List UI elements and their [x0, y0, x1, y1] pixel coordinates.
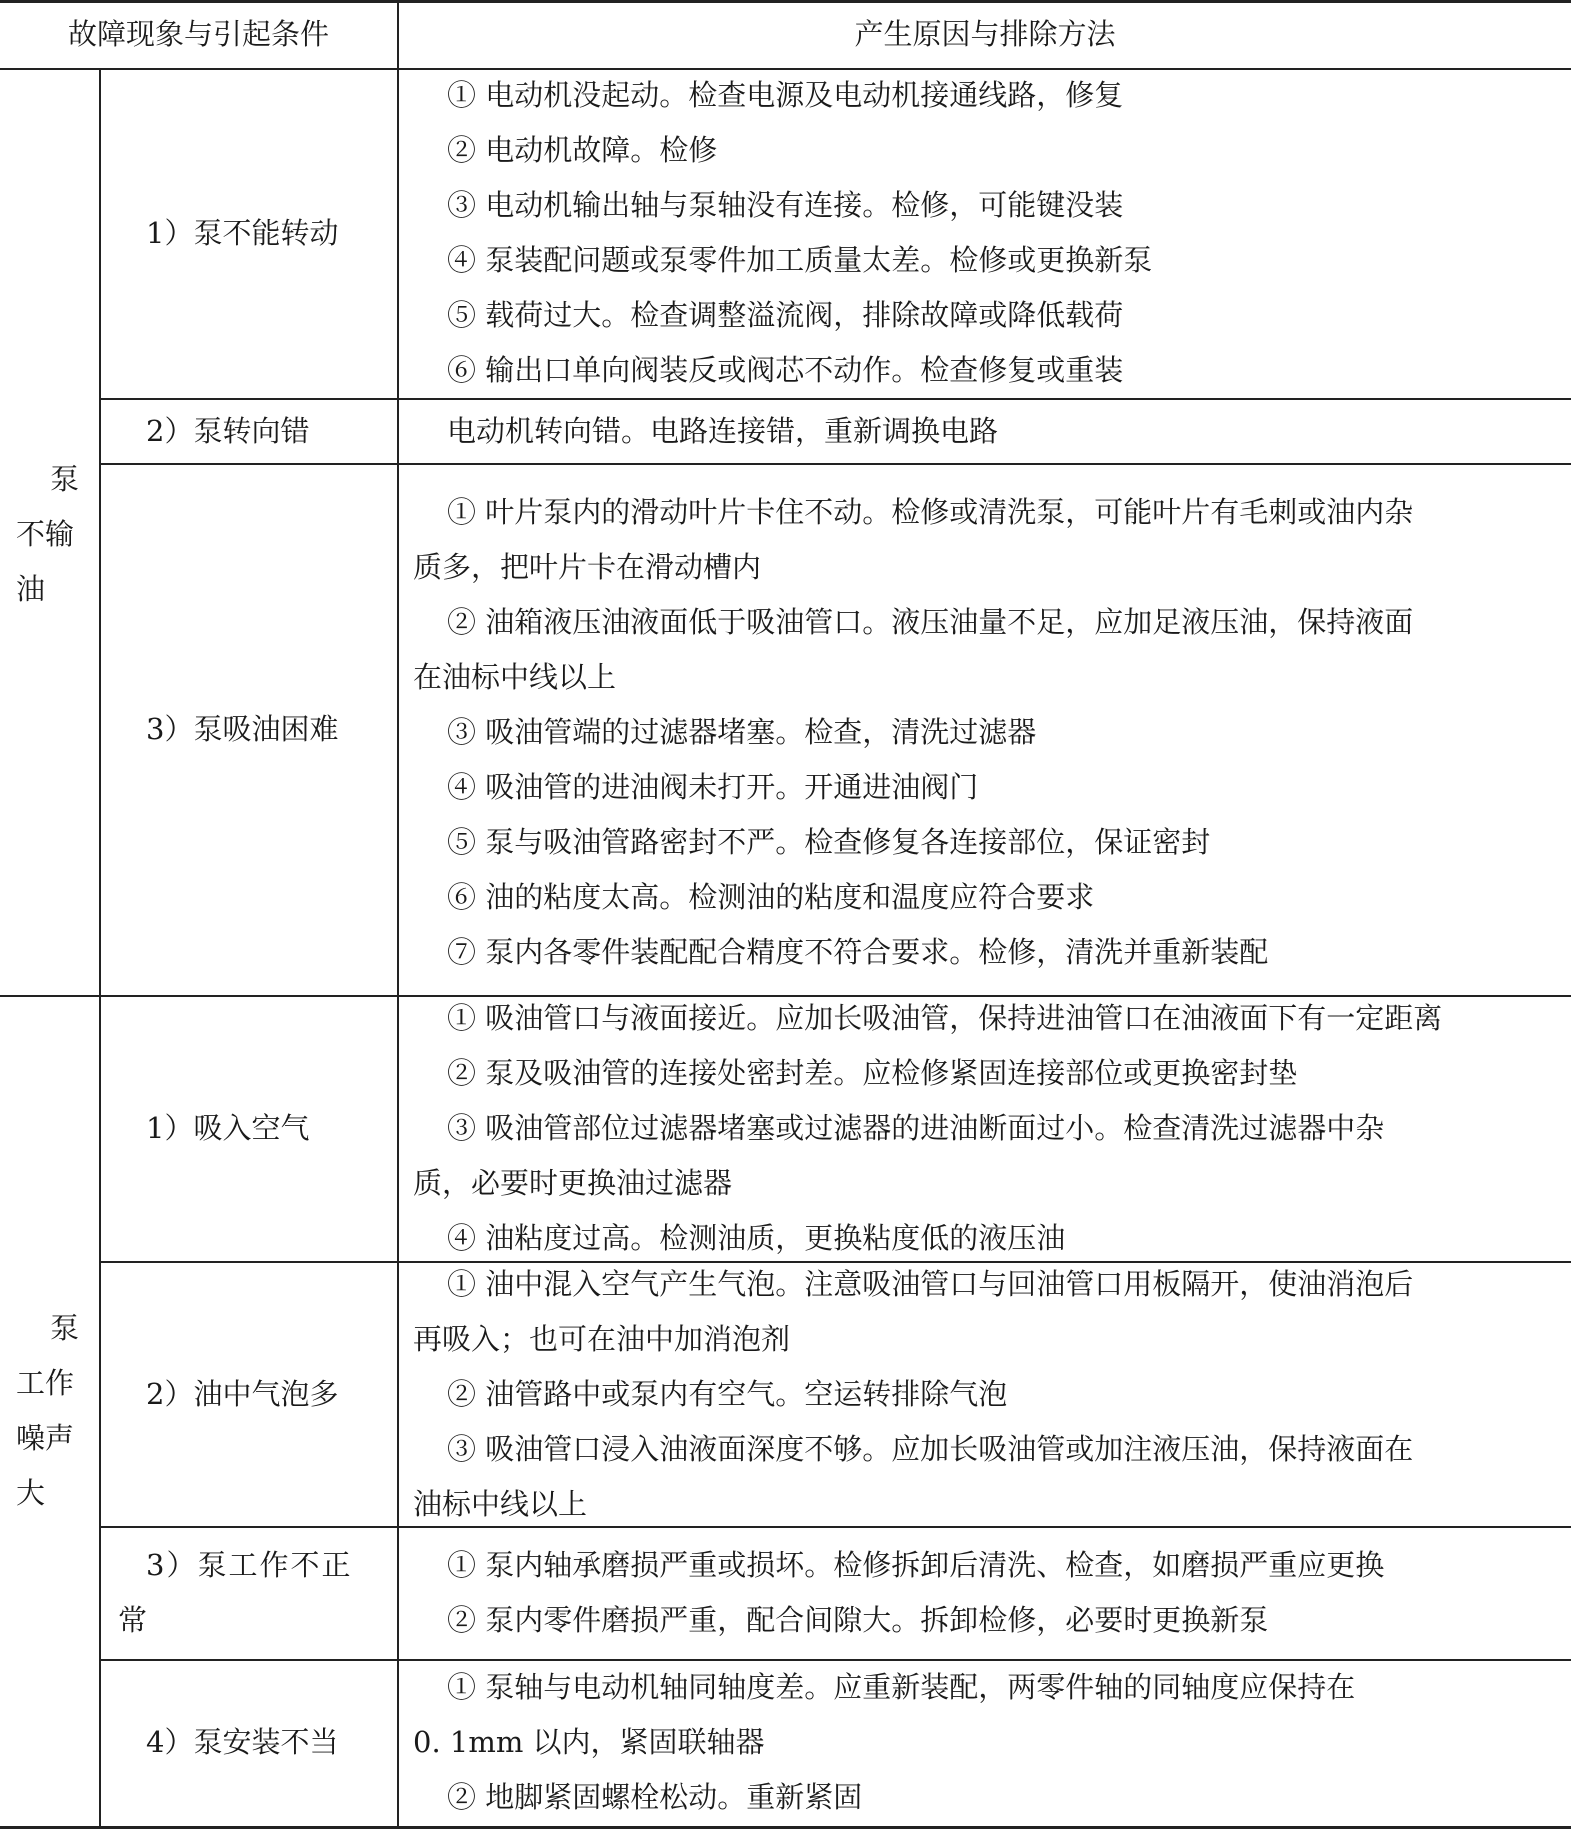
cause-line: ⑤ 泵与吸油管路密封不严。检查修复各连接部位，保证密封: [447, 825, 1211, 859]
cause-block: [413, 1257, 1565, 1532]
cause-line: 油标中线以上: [413, 1487, 588, 1521]
col-divider: [397, 0, 399, 1829]
group1-label-line: 泵: [50, 462, 80, 496]
cause-line: ③ 吸油管口浸入油液面深度不够。应加长吸油管或加注液压油，保持液面在: [447, 1432, 1414, 1466]
cause-line: 质，必要时更换油过滤器: [413, 1166, 733, 1200]
cause-line: ① 泵轴与电动机轴同轴度差。应重新装配，两零件轴的同轴度应保持在: [447, 1670, 1356, 1704]
group2-label-line: 工作: [16, 1366, 75, 1400]
cause-line: ① 泵内轴承磨损严重或损坏。检修拆卸后清洗、检查，如磨损严重应更换: [447, 1548, 1385, 1582]
cause-line: ② 泵及吸油管的连接处密封差。应检修紧固连接部位或更换密封垫: [447, 1056, 1298, 1090]
sub-label: 2）泵转向错: [146, 414, 310, 448]
cause-line: ④ 吸油管的进油阀未打开。开通进油阀门: [447, 770, 979, 804]
label-divider: [99, 68, 101, 1829]
cause-line: ③ 吸油管端的过滤器堵塞。检查，清洗过滤器: [447, 715, 1037, 749]
group2-label-line: 噪声: [16, 1421, 75, 1455]
cause-line: ④ 泵装配问题或泵零件加工质量太差。检修或更换新泵: [447, 243, 1153, 277]
cause-line: ② 泵内零件磨损严重，配合间隙大。拆卸检修，必要时更换新泵: [447, 1603, 1269, 1637]
group2-label: [16, 1301, 96, 1521]
group1-label: [16, 452, 96, 617]
cause-block: [413, 1538, 1565, 1648]
cause-line: 再吸入；也可在油中加消泡剂: [413, 1322, 791, 1356]
sub-label: 4）泵安装不当: [146, 1725, 339, 1759]
cause-line: 质多，把叶片卡在滑动槽内: [413, 550, 762, 584]
cause-line: ① 叶片泵内的滑动叶片卡住不动。检修或清洗泵，可能叶片有毛刺或油内杂: [447, 495, 1414, 529]
group2-label-line: 泵: [50, 1311, 80, 1345]
group1-label-line: 油: [16, 572, 46, 606]
cause-line: ⑥ 油的粘度太高。检测油的粘度和温度应符合要求: [447, 880, 1095, 914]
group1-rule-b: [100, 463, 1571, 465]
group1-rule-a: [100, 398, 1571, 400]
group1-label-line: 不输: [16, 517, 75, 551]
cause-block: [413, 485, 1565, 980]
cause-line: ① 油中混入空气产生气泡。注意吸油管口与回油管口用板隔开，使油消泡后: [447, 1267, 1414, 1301]
cause-line: 电动机转向错。电路连接错，重新调换电路: [447, 414, 999, 448]
sub-label: 2）油中气泡多: [146, 1377, 339, 1411]
cause-line: ⑤ 载荷过大。检查调整溢流阀，排除故障或降低载荷: [447, 298, 1124, 332]
sub-label: 1）泵不能转动: [146, 216, 339, 250]
sub-label: [104, 1538, 396, 1648]
cause-line: ① 吸油管口与液面接近。应加长吸油管，保持进油管口在油液面下有一定距离: [447, 1001, 1443, 1035]
sub-label-line: 3）泵工作不正: [146, 1548, 353, 1582]
sub-label-line: 常: [118, 1603, 148, 1637]
header-cause: 产生原因与排除方法: [854, 17, 1116, 51]
cause-line: ⑥ 输出口单向阀装反或阀芯不动作。检查修复或重装: [447, 353, 1124, 387]
cause-line: 在油标中线以上: [413, 660, 617, 694]
cause-block: [413, 404, 1565, 459]
cause-line: ② 地脚紧固螺栓松动。重新紧固: [447, 1780, 863, 1814]
group2-label-line: 大: [16, 1476, 46, 1510]
cause-line: ③ 吸油管部位过滤器堵塞或过滤器的进油断面过小。检查清洗过滤器中杂: [447, 1111, 1385, 1145]
sub-label: 3）泵吸油困难: [146, 712, 339, 746]
cause-line: ② 电动机故障。检修: [447, 133, 718, 167]
cause-line: ⑦ 泵内各零件装配配合精度不符合要求。检修，清洗并重新装配: [447, 935, 1269, 969]
cause-line: ③ 电动机输出轴与泵轴没有连接。检修，可能键没装: [447, 188, 1124, 222]
cause-block: [413, 991, 1565, 1266]
cause-line: ④ 油粘度过高。检测油质，更换粘度低的液压油: [447, 1221, 1066, 1255]
cause-line: ② 油管路中或泵内有空气。空运转排除气泡: [447, 1377, 1008, 1411]
bottom-rule: [0, 1826, 1571, 1829]
header-condition: 故障现象与引起条件: [67, 17, 329, 51]
sub-label: 1）吸入空气: [146, 1111, 310, 1145]
cause-line: ② 油箱液压油液面低于吸油管口。液压油量不足，应加足液压油，保持液面: [447, 605, 1414, 639]
cause-block: [413, 1660, 1565, 1825]
cause-line: 0. 1mm 以内，紧固联轴器: [413, 1725, 765, 1759]
cause-line: ① 电动机没起动。检查电源及电动机接通线路，修复: [447, 78, 1124, 112]
cause-block: [413, 68, 1565, 398]
